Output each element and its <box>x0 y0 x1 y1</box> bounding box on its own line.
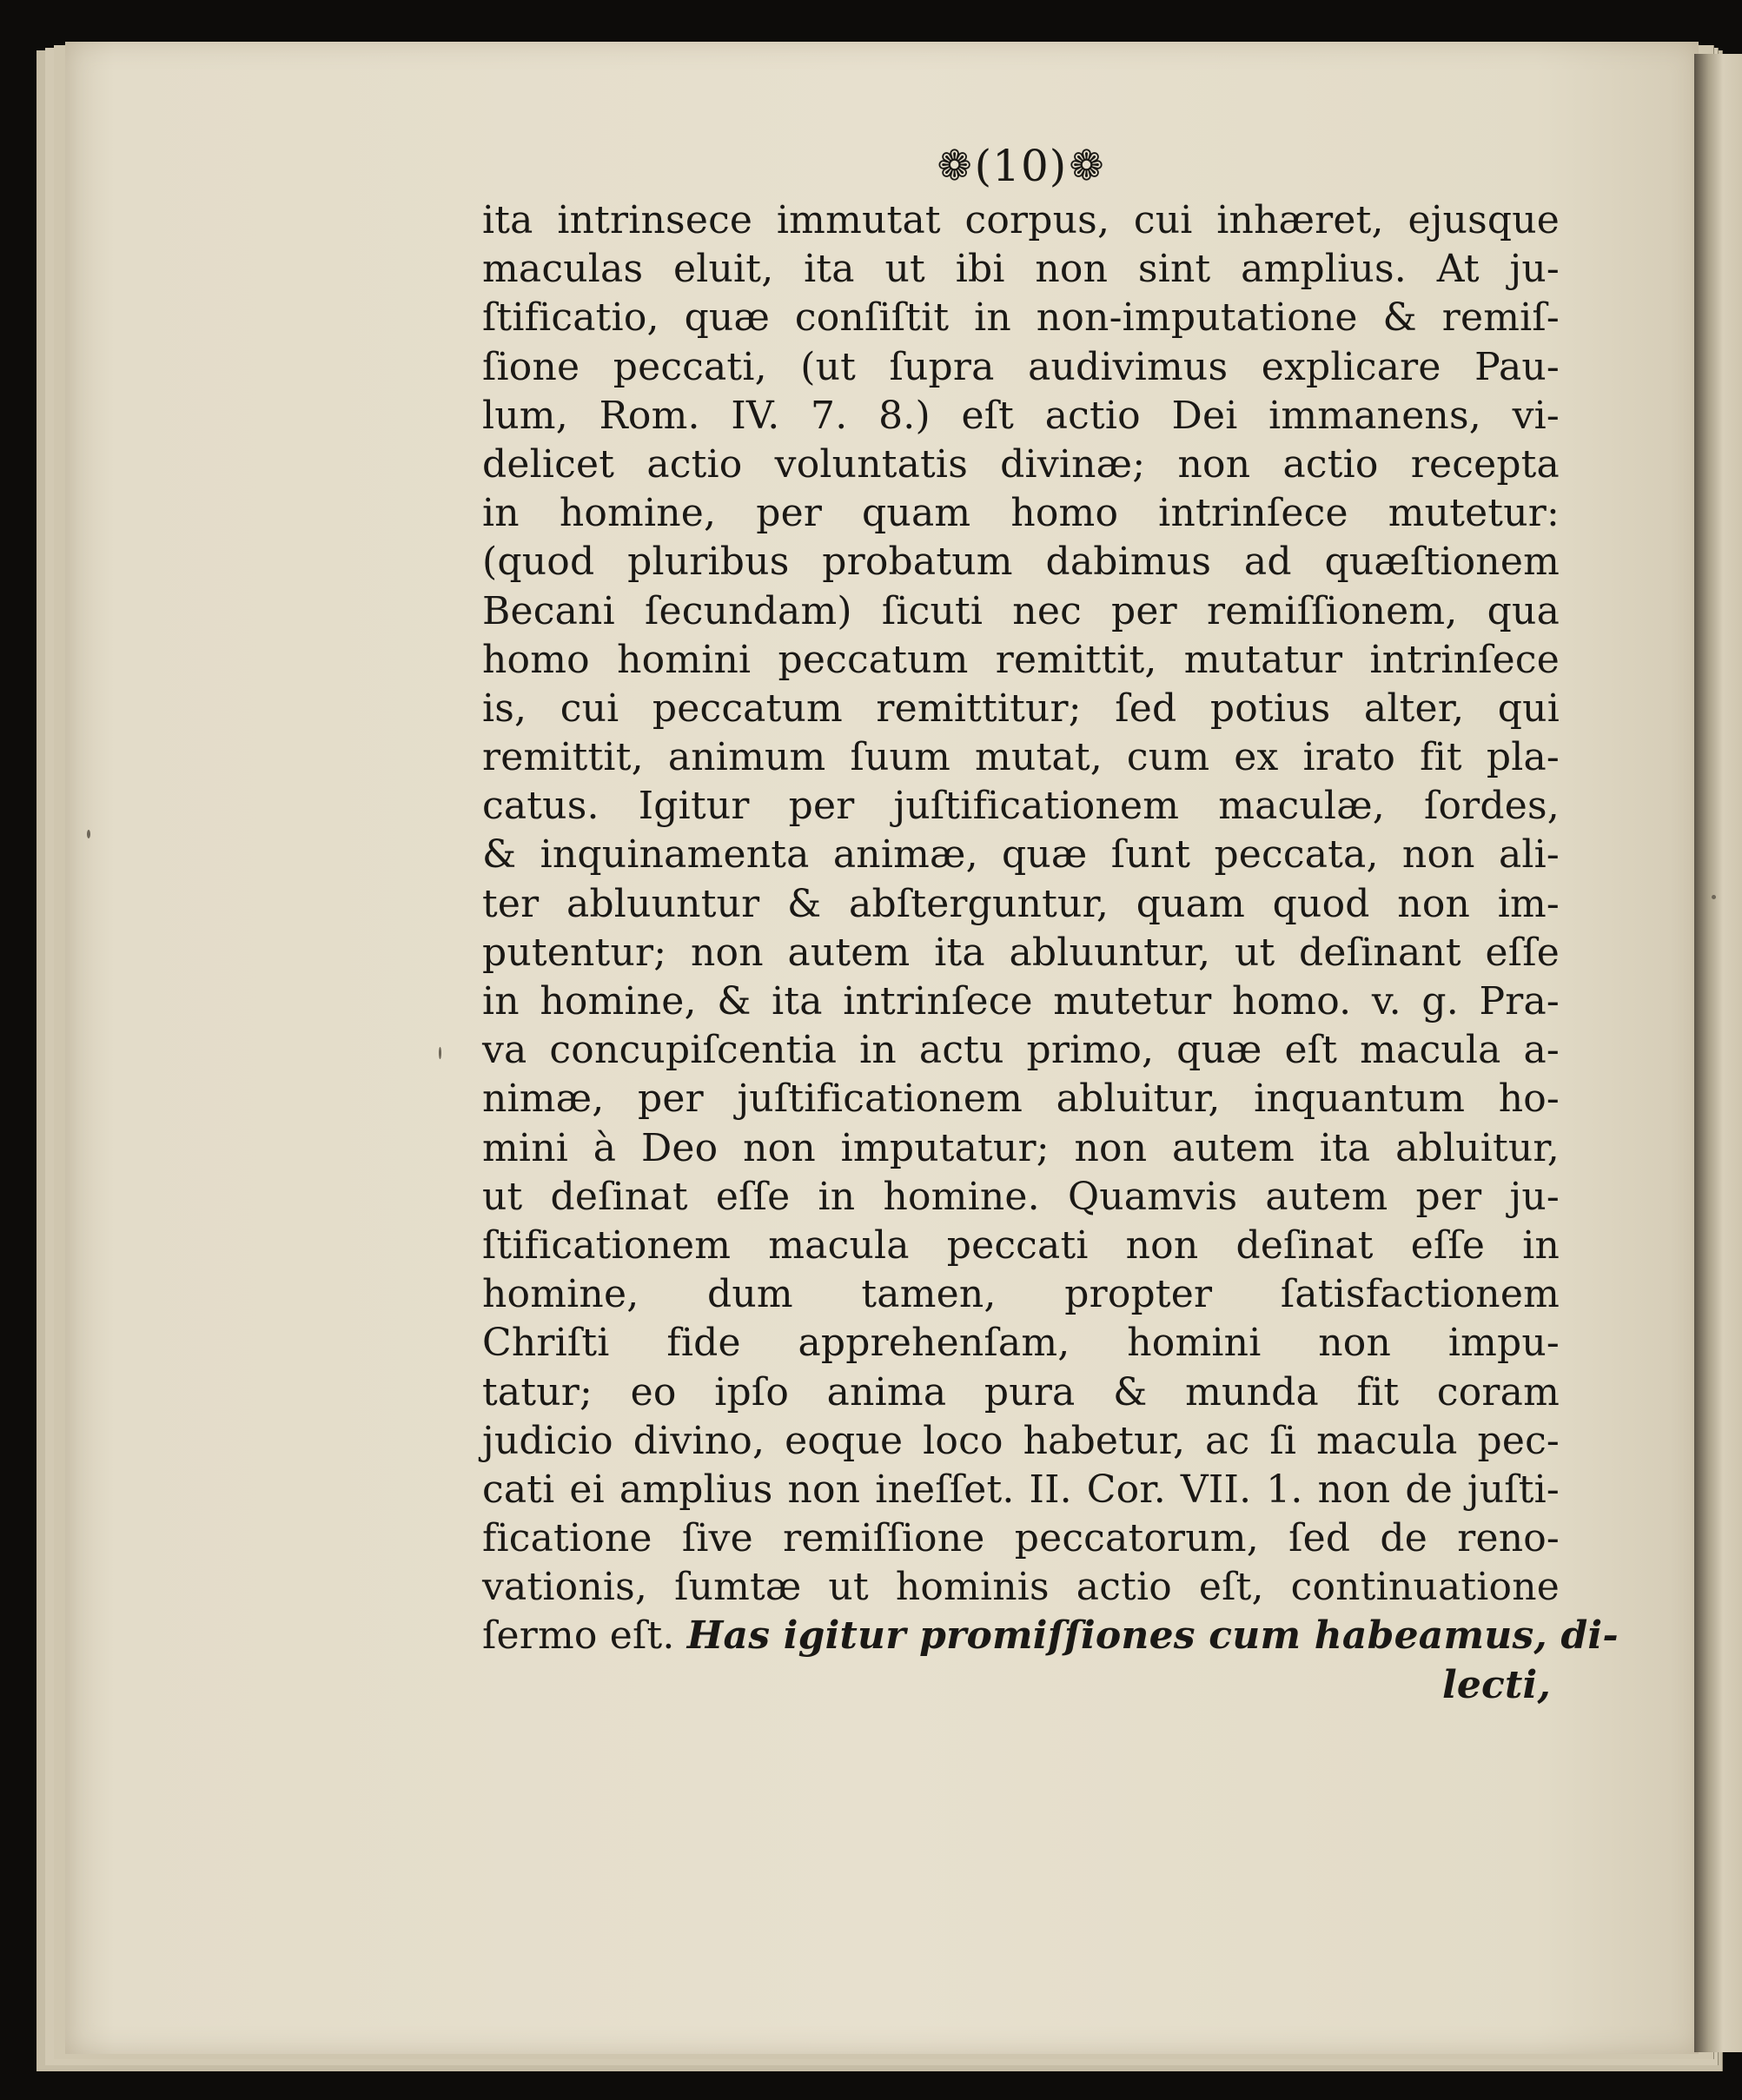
text-line: ſtificationem macula peccati non deſinat eſſe in <box>482 1222 1560 1268</box>
text-line: judicio divino, eoque loco habetur, ac ſi macula pec- <box>482 1418 1560 1463</box>
paper-speck <box>87 830 90 838</box>
text-line: ut deſinat eſſe in homine. Quamvis autem per ju- <box>482 1174 1560 1219</box>
text-line: ter abluuntur & abſterguntur, quam quod non im- <box>482 881 1560 926</box>
text-line: (quod pluribus probatum dabimus ad quæſtionem <box>482 540 1560 585</box>
next-page-edge <box>1694 54 1742 2052</box>
flower-ornament-icon: ❁ <box>1069 142 1105 190</box>
text-line: putentur; non autem ita abluuntur, ut deſinant eſſe <box>482 930 1560 975</box>
text-line: remittit, animum ſuum mutat, cum ex irato fit pla- <box>482 735 1560 780</box>
text-line: ſtificatio, quæ conſiſtit in non-imputatione & remiſ- <box>482 295 1560 341</box>
text-line-mixed <box>482 1612 1619 1660</box>
text-line: Becani ſecundam) ſicuti nec per remiſſionem, qua <box>482 588 1560 633</box>
text-line: & inquinamenta animæ, quæ ſunt peccata, non ali- <box>482 832 1560 878</box>
text-line: ficatione ſive remiſſione peccatorum, ſed de reno- <box>482 1516 1560 1561</box>
text-line: in homine, & ita intrinſece mutetur homo. v. g. Pra- <box>482 979 1560 1024</box>
flower-ornament-icon: ❁ <box>937 142 973 190</box>
text-line: lum, Rom. IV. 7. 8.) eſt actio Dei immanens, vi- <box>482 393 1560 438</box>
text-line: delicet actio voluntatis divinæ; non actio recepta <box>482 441 1560 487</box>
text-line: vationis, ſumtæ ut hominis actio eſt, continuatione <box>482 1565 1560 1610</box>
text-line: Chriſti fide apprehenſam, homini non impu- <box>482 1321 1560 1366</box>
text-italic: Has igitur promiſſiones cum habeamus, di- <box>686 1613 1619 1659</box>
text-line: in homine, per quam homo intrinſece mutetur: <box>482 491 1560 536</box>
text-line: maculas eluit, ita ut ibi non sint amplius. At ju- <box>482 247 1560 292</box>
text-line: cati ei amplius non ineſſet. II. Cor. VII. 1. non de juſti- <box>482 1467 1560 1512</box>
page-header <box>921 137 1121 195</box>
body-text <box>482 196 1619 1710</box>
paper-speck <box>439 1047 441 1059</box>
text-line: homine, dum tamen, propter ſatisfactionem <box>482 1272 1560 1317</box>
paper-speck <box>1712 895 1716 899</box>
text-line: homo homini peccatum remittit, mutatur intrinſece <box>482 637 1560 682</box>
text-line: tatur; eo ipſo anima pura & munda fit coram <box>482 1369 1560 1414</box>
text-line: catus. Igitur per juſtificationem maculæ, ſordes, <box>482 784 1560 829</box>
text-line-catchword <box>482 1661 1560 1710</box>
text-line: va concupiſcentia in actu primo, quæ eſt macula a- <box>482 1028 1560 1073</box>
page-number: (10) <box>974 141 1068 191</box>
text-line: nimæ, per juſtificationem abluitur, inquantum ho- <box>482 1076 1560 1122</box>
text-line: is, cui peccatum remittitur; ſed potius alter, qui <box>482 686 1560 731</box>
text-roman: ſermo eſt. <box>482 1613 675 1659</box>
text-line: mini à Deo non imputatur; non autem ita abluitur, <box>482 1125 1560 1170</box>
text-line: ita intrinsece immutat corpus, cui inhæret, ejusque <box>482 198 1560 242</box>
text-line: ſione peccati, (ut ſupra audivimus explicare Pau- <box>482 344 1560 389</box>
text-italic: lecti, <box>1441 1662 1551 1707</box>
